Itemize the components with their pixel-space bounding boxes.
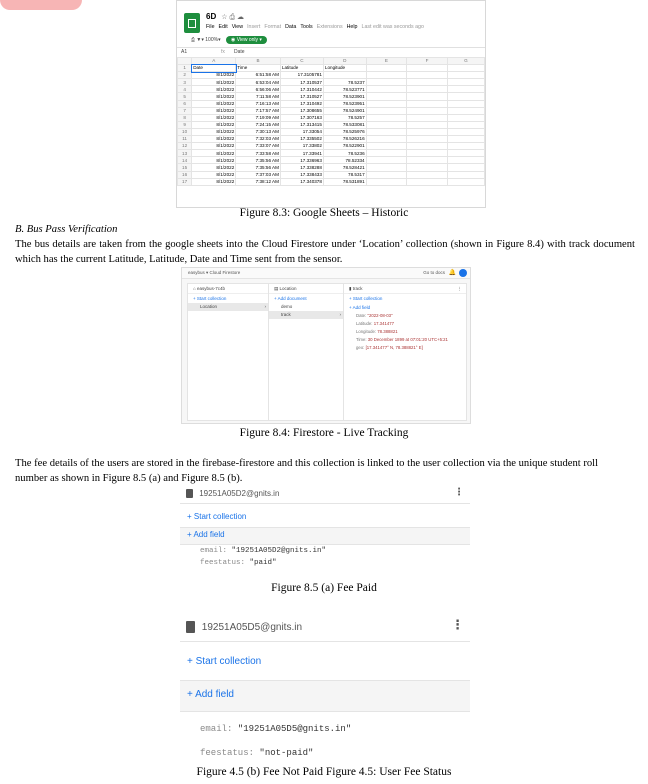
field-row[interactable]: Time: 30 December 1899 at 07:01:20 UTC+5:21 <box>356 337 448 342</box>
cell[interactable]: 17.307163 <box>280 114 323 121</box>
row-number[interactable]: 3 <box>178 79 192 86</box>
cell[interactable] <box>447 107 484 114</box>
cell[interactable] <box>407 178 448 185</box>
row-number[interactable]: 13 <box>178 150 192 157</box>
cell[interactable] <box>366 114 407 121</box>
menu-item[interactable]: Help <box>346 24 358 30</box>
email-field[interactable]: email: "19251A05D2@gnits.in" <box>200 547 327 555</box>
formula-value[interactable]: Date <box>234 49 245 55</box>
cell[interactable]: 8/1/2022 <box>192 93 236 100</box>
table-row <box>178 114 485 121</box>
cell[interactable]: 17.33802 <box>280 143 323 150</box>
column-letter[interactable]: A <box>192 58 236 65</box>
table-row <box>178 143 485 150</box>
cell[interactable] <box>366 178 407 185</box>
cell[interactable]: 7:19:09 AM <box>236 114 281 121</box>
cell[interactable] <box>366 93 407 100</box>
cell[interactable]: 8/1/2022 <box>192 150 236 157</box>
add-field-button[interactable]: + Add field <box>187 689 234 700</box>
row-number[interactable]: 7 <box>178 107 192 114</box>
cell[interactable]: 78.5317 <box>323 171 366 178</box>
doc-header <box>186 489 279 498</box>
paragraph-fee-details: The fee details of the users are stored in the firebase-firestore and this collection is linked to the user collection via the unique student roll number as shown in Figure 8.5 (a) and Figure 8.5 (b). <box>15 458 599 484</box>
cell[interactable]: 8/1/2022 <box>192 100 236 107</box>
cell[interactable]: 8/1/2022 <box>192 114 236 121</box>
cell[interactable] <box>366 171 407 178</box>
root-panel-header: ⌂ easybus-7c4b <box>188 284 270 294</box>
cell[interactable] <box>323 72 366 79</box>
cell[interactable]: 8/1/2022 <box>192 164 236 171</box>
cell[interactable]: 7:38:12 AM <box>236 178 281 185</box>
cell[interactable]: 8/1/2022 <box>192 86 236 93</box>
cell[interactable] <box>447 157 484 164</box>
sheet-title[interactable] <box>206 12 244 22</box>
cell[interactable] <box>407 171 448 178</box>
cell[interactable]: 78.523951 <box>323 100 366 107</box>
avatar[interactable] <box>459 269 467 277</box>
cell[interactable]: Longitude <box>323 65 366 72</box>
print-icon[interactable]: ⎙ <box>191 37 196 43</box>
feestatus-field[interactable]: feestatus: "not-paid" <box>200 748 314 758</box>
sheets-logo-icon <box>184 13 200 33</box>
go-to-docs-link[interactable]: Go to docs <box>423 270 445 275</box>
menu-item[interactable]: File <box>206 24 215 30</box>
document-panel <box>343 283 467 421</box>
column-header-row <box>178 58 485 65</box>
cell[interactable] <box>447 121 484 128</box>
cell[interactable]: 7:33:07 AM <box>236 143 281 150</box>
cell[interactable]: 7:37:03 AM <box>236 171 281 178</box>
toolbar <box>191 36 267 44</box>
cell[interactable]: 7:35:56 AM <box>236 157 281 164</box>
add-field-button[interactable]: + Add field <box>349 305 371 310</box>
cell[interactable]: Time <box>236 65 281 72</box>
cell[interactable]: 17.310442 <box>280 86 323 93</box>
cell[interactable] <box>447 72 484 79</box>
figure-8-5a-caption: Figure 8.5 (a) Fee Paid <box>271 582 377 594</box>
cell[interactable] <box>407 79 448 86</box>
cell[interactable]: 17.310527 <box>280 93 323 100</box>
menu-item[interactable]: Data <box>285 24 297 30</box>
cell[interactable]: 78.5257 <box>323 114 366 121</box>
field-row[interactable]: Latitude: 17.341477 <box>356 321 395 326</box>
cell[interactable] <box>366 72 407 79</box>
cell[interactable] <box>366 157 407 164</box>
menu-item[interactable]: Extensions <box>316 24 343 30</box>
document-icon <box>186 489 193 498</box>
column-letter[interactable]: F <box>407 58 448 65</box>
cell[interactable] <box>407 128 448 135</box>
cell[interactable] <box>366 65 407 72</box>
field-row[interactable]: Date: "2022-08-03" <box>356 313 393 318</box>
cell[interactable] <box>447 114 484 121</box>
document-item-track[interactable]: track › <box>269 311 345 319</box>
cell[interactable] <box>447 178 484 185</box>
start-collection-button[interactable]: + Start collection <box>349 296 383 301</box>
cell[interactable]: 8/1/2022 <box>192 178 236 185</box>
cell[interactable] <box>447 93 484 100</box>
spreadsheet-grid <box>177 57 485 186</box>
cell[interactable] <box>447 86 484 93</box>
row-number[interactable]: 10 <box>178 128 192 135</box>
row-number[interactable]: 2 <box>178 72 192 79</box>
cell[interactable]: 78.533081 <box>323 121 366 128</box>
table-row <box>178 136 485 143</box>
chevron-down-icon: ▾ <box>218 37 221 43</box>
doc-id: 19251A05D2@gnits.in <box>199 489 280 498</box>
cell[interactable]: 17.338288 <box>280 164 323 171</box>
cell[interactable] <box>407 150 448 157</box>
cell[interactable]: 7:11:58 AM <box>236 93 281 100</box>
cell-table <box>177 57 485 186</box>
paragraph-bus-details: The bus details are taken from the google sheets into the Cloud Firestore under ‘Location’ collection (shown in Figure 8.4) with track document which has the current Latitude, Latitude, Date and Time sent from the sensor. <box>15 239 635 265</box>
doc-card-fee-not-paid <box>180 615 470 765</box>
column-letter[interactable]: C <box>280 58 323 65</box>
cell[interactable] <box>407 157 448 164</box>
zoom-select[interactable]: 100% <box>205 37 219 43</box>
cell[interactable]: Latitude <box>280 65 323 72</box>
cell[interactable]: 8/1/2022 <box>192 171 236 178</box>
fx-icon: fx <box>221 49 225 55</box>
table-row <box>178 150 485 157</box>
google-sheets-screenshot <box>176 0 486 208</box>
figure-8-3-caption: Figure 8.3: Google Sheets – Historic <box>239 207 409 219</box>
cell[interactable]: 7:24:15 AM <box>236 121 281 128</box>
menu-bar <box>206 24 428 30</box>
view-only-label: View only <box>236 37 259 43</box>
table-row <box>178 86 485 93</box>
chevron-right-icon: › <box>264 304 266 309</box>
cell[interactable]: 17.3105781 <box>280 72 323 79</box>
email-field[interactable]: email: "19251A05D5@gnits.in" <box>200 724 352 734</box>
column-letter[interactable]: E <box>366 58 407 65</box>
add-document-button[interactable]: + Add document <box>274 296 307 301</box>
cell[interactable]: 78.5236 <box>323 150 366 157</box>
cell[interactable]: 17.336963 <box>280 157 323 164</box>
field-list <box>344 312 466 352</box>
table-row <box>178 164 485 171</box>
cell[interactable]: 8/1/2022 <box>192 107 236 114</box>
table-row <box>178 178 485 185</box>
column-letter[interactable]: G <box>447 58 484 65</box>
firestore-top-bar <box>182 268 470 279</box>
cell[interactable]: Date <box>192 65 236 72</box>
cell[interactable]: 17.33941 <box>280 150 323 157</box>
add-field-button[interactable]: + Add field <box>187 530 225 539</box>
cell[interactable]: 78.523771 <box>323 86 366 93</box>
table-row <box>178 157 485 164</box>
divider <box>180 641 470 642</box>
column-letter[interactable]: B <box>236 58 281 65</box>
row-number[interactable]: 12 <box>178 143 192 150</box>
cell[interactable] <box>366 100 407 107</box>
cell[interactable] <box>366 143 407 150</box>
menu-item[interactable]: Tools <box>300 24 313 30</box>
table-row <box>178 93 485 100</box>
start-collection-button[interactable]: + Start collection <box>187 512 247 521</box>
project-selector[interactable]: easybus ▾ Cloud Firestore <box>188 270 241 275</box>
divider <box>180 503 470 504</box>
cell[interactable]: 17.308655 <box>280 107 323 114</box>
cell[interactable] <box>366 107 407 114</box>
decorative-logo-fragment <box>0 0 82 10</box>
menu-item[interactable]: Format <box>264 24 282 30</box>
cell[interactable] <box>447 100 484 107</box>
doc-id: 19251A05D5@gnits.in <box>201 621 303 633</box>
cell[interactable] <box>407 72 448 79</box>
cell[interactable]: 17.340378 <box>280 178 323 185</box>
cell[interactable] <box>366 164 407 171</box>
filter-icon[interactable]: ▼▾ <box>196 37 204 43</box>
cell[interactable] <box>447 150 484 157</box>
cell[interactable] <box>407 121 448 128</box>
cell[interactable]: 8/1/2022 <box>192 136 236 143</box>
figure-8-4-caption: Figure 8.4: Firestore - Live Tracking <box>239 427 409 439</box>
row-number[interactable]: 8 <box>178 114 192 121</box>
row-number[interactable]: 1 <box>178 65 192 72</box>
sheet-title-text: 6D <box>206 12 217 21</box>
row-number[interactable]: 14 <box>178 157 192 164</box>
more-vert-icon[interactable]: ⋮ <box>451 617 464 632</box>
row-number[interactable]: 9 <box>178 121 192 128</box>
feestatus-field[interactable]: feestatus: "paid" <box>200 559 277 567</box>
cell[interactable]: 17.338433 <box>280 171 323 178</box>
cell[interactable]: 78.525976 <box>323 128 366 135</box>
cell[interactable]: 8/1/2022 <box>192 157 236 164</box>
document-icon <box>186 621 195 633</box>
cell[interactable] <box>407 65 448 72</box>
doc-card-fee-paid <box>180 487 470 567</box>
root-panel <box>187 283 271 421</box>
cell[interactable] <box>366 150 407 157</box>
collection-panel-header: ▤ Location <box>269 284 345 294</box>
cell[interactable]: 78.526216 <box>323 136 366 143</box>
cell[interactable] <box>366 86 407 93</box>
cell[interactable] <box>447 164 484 171</box>
table-row <box>178 107 485 114</box>
cell[interactable]: 17.310537 <box>280 79 323 86</box>
cell[interactable] <box>366 79 407 86</box>
cell[interactable]: 7:32:03 AM <box>236 136 281 143</box>
cell[interactable] <box>407 143 448 150</box>
menu-item[interactable]: Insert <box>247 24 261 30</box>
cell[interactable]: 17.313415 <box>280 121 323 128</box>
field-row[interactable]: geo: [17.341477° N, 78.388821° E] <box>356 345 423 350</box>
cell[interactable]: 8/1/2022 <box>192 143 236 150</box>
field-row[interactable]: Longitude: 78.388821 <box>356 329 398 334</box>
table-row <box>178 128 485 135</box>
cell[interactable] <box>447 143 484 150</box>
table-row <box>178 65 485 72</box>
document-icon: ▮ <box>349 286 353 291</box>
cell[interactable] <box>447 128 484 135</box>
column-letter[interactable]: D <box>323 58 366 65</box>
cell[interactable]: 17.335502 <box>280 136 323 143</box>
cell[interactable]: 78.522901 <box>323 143 366 150</box>
plus-icon: + <box>187 656 193 667</box>
cell[interactable]: 7:16:13 AM <box>236 100 281 107</box>
plus-icon: + <box>187 512 192 521</box>
star-move-cloud-icons[interactable]: ☆ ⎙ ☁ <box>221 14 244 21</box>
collection-icon: ▤ <box>274 286 280 291</box>
table-row <box>178 121 485 128</box>
cell[interactable] <box>447 171 484 178</box>
more-vert-icon[interactable]: ⋮ <box>454 487 464 498</box>
plus-icon: + <box>187 689 193 700</box>
menu-item[interactable]: Last edit was seconds ago <box>361 24 424 30</box>
home-icon: ⌂ <box>193 286 197 291</box>
collection-panel <box>268 283 346 421</box>
cell[interactable] <box>366 128 407 135</box>
row-number[interactable]: 5 <box>178 93 192 100</box>
cell[interactable]: 6:51:58 AM <box>236 72 281 79</box>
cell[interactable]: 78.528421 <box>323 164 366 171</box>
menu-item[interactable]: Edit <box>218 24 228 30</box>
row-number[interactable]: 15 <box>178 164 192 171</box>
start-collection-button[interactable]: + Start collection <box>187 656 262 667</box>
cell[interactable] <box>366 121 407 128</box>
cell[interactable] <box>447 136 484 143</box>
figure-8-5b-caption: Figure 4.5 (b) Fee Not Paid Figure 4.5: User Fee Status <box>196 766 452 778</box>
bell-icon[interactable]: 🔔 <box>448 270 456 276</box>
cell[interactable] <box>407 107 448 114</box>
cell[interactable] <box>407 136 448 143</box>
document-panel-header: ▮ track ⋮ <box>344 284 466 294</box>
start-collection-button[interactable]: + Start collection <box>193 296 227 301</box>
cell[interactable]: 17.310492 <box>280 100 323 107</box>
cell[interactable]: 8/1/2022 <box>192 79 236 86</box>
row-number[interactable]: 16 <box>178 171 192 178</box>
cell[interactable]: 8/1/2022 <box>192 121 236 128</box>
firestore-screenshot <box>181 267 471 424</box>
cell[interactable]: 7:30:13 AM <box>236 128 281 135</box>
row-number[interactable]: 4 <box>178 86 192 93</box>
cell[interactable]: 17.33054 <box>280 128 323 135</box>
cell[interactable] <box>407 93 448 100</box>
cell[interactable]: 78.52334 <box>323 157 366 164</box>
chevron-right-icon: › <box>339 312 341 317</box>
row-number[interactable]: 11 <box>178 136 192 143</box>
row-number[interactable]: 17 <box>178 178 192 185</box>
document-item-demo[interactable]: demo <box>281 304 293 309</box>
table-row <box>178 171 485 178</box>
cell[interactable] <box>447 65 484 72</box>
plus-icon: + <box>187 530 192 539</box>
cell[interactable] <box>447 79 484 86</box>
cell[interactable] <box>407 86 448 93</box>
cell[interactable] <box>407 164 448 171</box>
menu-item[interactable]: View <box>231 24 244 30</box>
cell[interactable]: 78.523901 <box>323 93 366 100</box>
cell[interactable]: 78.5237 <box>323 79 366 86</box>
cell[interactable]: 7:17:57 AM <box>236 107 281 114</box>
doc-header <box>186 621 302 633</box>
cell[interactable]: 6:56:06 AM <box>236 86 281 93</box>
cell[interactable]: 8/1/2022 <box>192 72 236 79</box>
table-row <box>178 100 485 107</box>
cell-reference[interactable]: A1 <box>181 49 188 55</box>
cell[interactable] <box>407 114 448 121</box>
cell[interactable] <box>407 100 448 107</box>
cell[interactable] <box>366 136 407 143</box>
table-row <box>178 72 485 79</box>
section-heading-b: B. Bus Pass Verification <box>15 224 118 235</box>
cell[interactable]: 6:53:04 AM <box>236 79 281 86</box>
cell[interactable]: 7:35:56 AM <box>236 164 281 171</box>
collection-item-location[interactable]: Location › <box>188 303 270 311</box>
row-number[interactable] <box>178 58 192 65</box>
table-row <box>178 79 485 86</box>
cell[interactable]: 78.531891 <box>323 178 366 185</box>
cell[interactable]: 78.524901 <box>323 107 366 114</box>
cell[interactable]: 8/1/2022 <box>192 128 236 135</box>
row-number[interactable]: 6 <box>178 100 192 107</box>
cell[interactable]: 7:33:58 AM <box>236 150 281 157</box>
more-vert-icon[interactable]: ⋮ <box>457 286 462 291</box>
view-only-button[interactable]: ◉ View only ▾ <box>226 36 267 44</box>
